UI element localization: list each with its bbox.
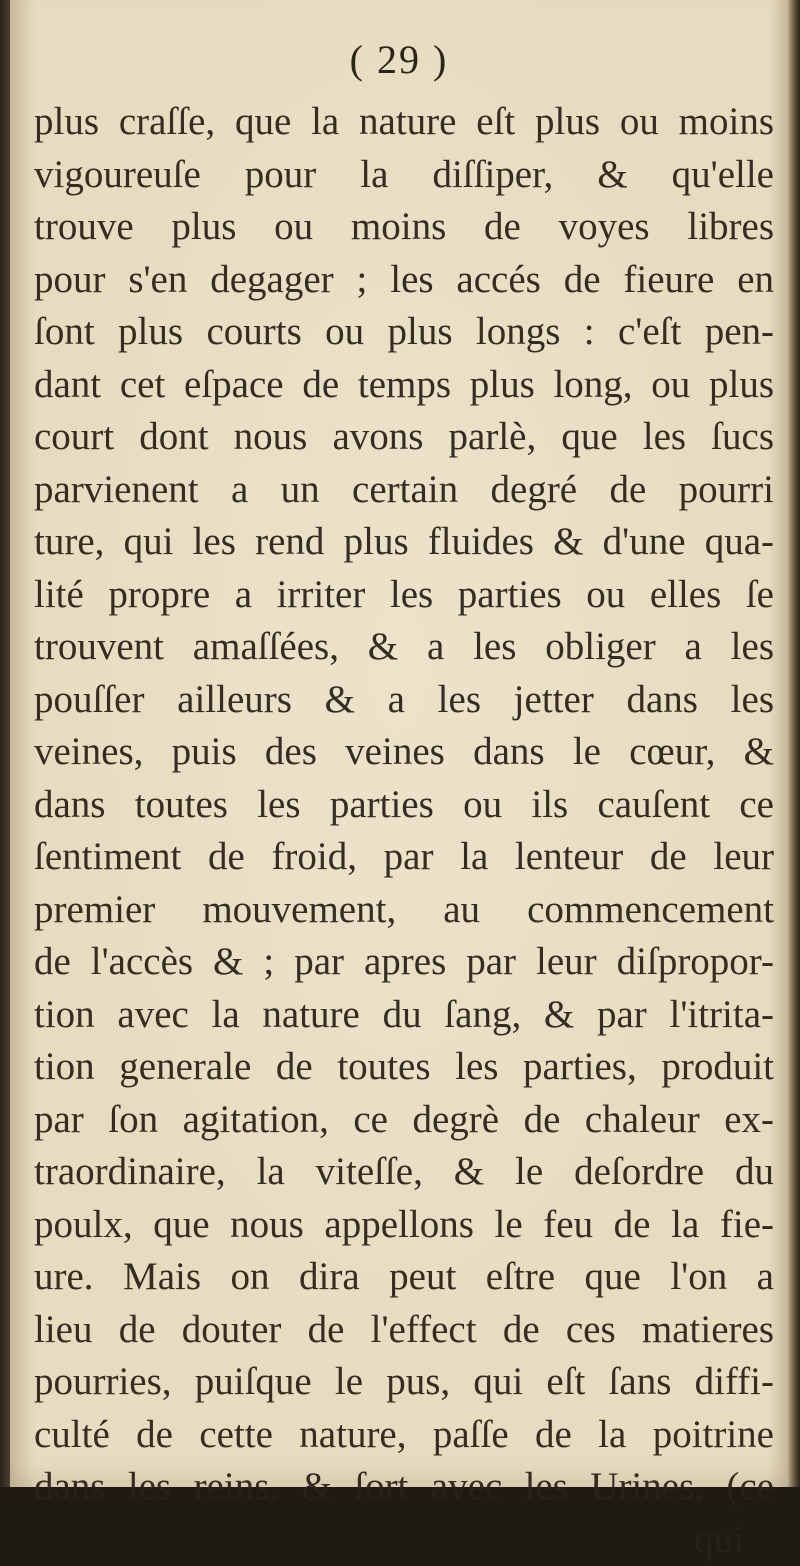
text-line: dans toutes les parties ou ils cauſent ce — [34, 779, 774, 832]
text-line: veines, puis des veines dans le cœur, & — [34, 726, 774, 779]
body-text — [34, 96, 774, 1566]
text-line: traordinaire, la viteſſe, & le deſordre du — [34, 1146, 774, 1199]
text-line: pour s'en degager ; les accés de fieure en — [34, 254, 774, 307]
text-line: tion avec la nature du ſang, & par l'itrita- — [34, 989, 774, 1042]
text-line: tion generale de toutes les parties, produit — [34, 1041, 774, 1094]
text-line: dans les reins, & ſort avec les Urines, (ce — [34, 1461, 774, 1514]
text-line: ure. Mais on dira peut eſtre que l'on a — [34, 1251, 774, 1304]
catchword: qui — [34, 1514, 774, 1566]
text-line: pourries, puiſque le pus, qui eſt ſans diffi- — [34, 1356, 774, 1409]
text-line: de l'accès & ; par apres par leur diſpropor- — [34, 936, 774, 989]
page-fore-edge — [788, 0, 800, 1487]
text-line: plus craſſe, que la nature eſt plus ou moins — [34, 96, 774, 149]
text-line: ture, qui les rend plus fluides & d'une qua- — [34, 516, 774, 569]
text-line: culté de cette nature, paſſe de la poitrine — [34, 1409, 774, 1462]
text-line: ſont plus courts ou plus longs : c'eſt pen- — [34, 306, 774, 359]
text-line: ſentiment de froid, par la lenteur de leur — [34, 831, 774, 884]
text-line: par ſon agitation, ce degrè de chaleur ex- — [34, 1094, 774, 1147]
page-number: ( 29 ) — [10, 36, 788, 83]
text-line: trouvent amaſſées, & a les obliger a les — [34, 621, 774, 674]
text-line: dant cet eſpace de temps plus long, ou plus — [34, 359, 774, 412]
text-line: trouve plus ou moins de voyes libres — [34, 201, 774, 254]
text-line: premier mouvement, au commencement — [34, 884, 774, 937]
text-line: court dont nous avons parlè, que les ſucs — [34, 411, 774, 464]
text-line: lieu de douter de l'effect de ces matieres — [34, 1304, 774, 1357]
text-line: lité propre a irriter les parties ou elles ſe — [34, 569, 774, 622]
text-line: parvienent a un certain degré de pourri — [34, 464, 774, 517]
text-line: vigoureuſe pour la diſſiper, & qu'elle — [34, 149, 774, 202]
text-line: poulx, que nous appellons le feu de la fie- — [34, 1199, 774, 1252]
book-page — [10, 0, 788, 1487]
book-spine-edge — [0, 0, 10, 1487]
text-line: pouſſer ailleurs & a les jetter dans les — [34, 674, 774, 727]
